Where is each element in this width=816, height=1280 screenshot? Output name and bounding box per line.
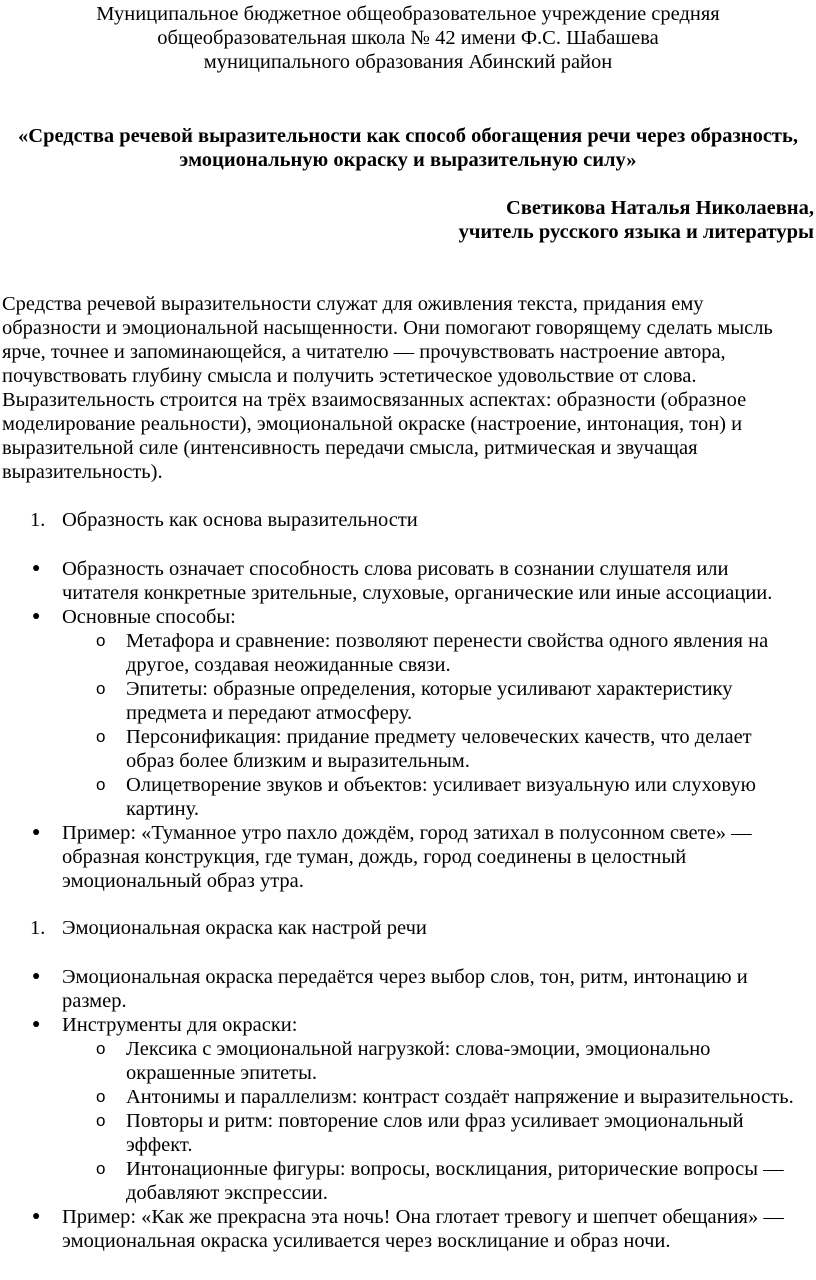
title-line: эмоциональную окраску и выразительную силу»: [179, 149, 637, 171]
list-item-line: эффект.: [126, 1134, 193, 1156]
intro-line: ярче, точнее и запоминающейся, а читателю — прочувствовать настроение автора,: [2, 341, 726, 363]
circle-bullet-icon: o: [96, 1159, 106, 1178]
sub-list-item: [0, 773, 816, 821]
list-item-line: Основные способы:: [62, 606, 236, 628]
list-item-line: Образность означает способность слова рисовать в сознании слушателя или: [62, 558, 729, 580]
list-item-line: Инструменты для окраски:: [62, 1014, 298, 1036]
bullet-icon: ●: [32, 1209, 41, 1224]
list-item-line: эмоциональная окраска усиливается через восклицание и образ ночи.: [62, 1230, 671, 1252]
bullet-icon: ●: [32, 561, 41, 576]
sub-list-item: [0, 725, 816, 773]
intro-line: почувствовать глубину смысла и получить эстетическое удовольствие от слова.: [2, 365, 697, 387]
bullet-icon: ●: [32, 969, 41, 984]
author-block: [459, 196, 814, 244]
circle-bullet-icon: o: [96, 1039, 106, 1058]
sub-list-item: [0, 1109, 816, 1157]
list-item-line: эмоциональный образ утра.: [62, 870, 304, 892]
sub-list-item: [0, 1157, 816, 1205]
author-position: учитель русского языка и литературы: [458, 221, 814, 243]
list-item: [0, 1013, 816, 1037]
circle-bullet-icon: o: [96, 727, 106, 746]
list-item-line: Эмоциональная окраска передаётся через выбор слов, тон, ритм, интонацию и: [62, 966, 748, 988]
list-item-line: образная конструкция, где туман, дождь, город соединены в целостный: [62, 846, 687, 868]
list-item-line: Пример: «Как же прекрасна эта ночь! Она глотает тревогу и шепчет обещания» —: [62, 1206, 784, 1228]
list-item-line: добавляют экспрессии.: [126, 1182, 328, 1204]
intro-line: выразительность).: [2, 461, 163, 483]
list-item: [0, 965, 816, 1013]
list-item-line: окрашенные эпитеты.: [126, 1062, 318, 1084]
circle-bullet-icon: o: [96, 1111, 106, 1130]
section-title: Образность как основа выразительности: [62, 509, 418, 531]
section-number: 1.: [30, 917, 46, 939]
sub-list-item: [0, 1037, 816, 1085]
list-item-line: размер.: [62, 990, 127, 1012]
header-line: Муниципальное бюджетное общеобразовательное учреждение средняя: [96, 3, 720, 25]
list-item-line: другое, создавая неожиданные связи.: [126, 654, 451, 676]
header-line: муниципального образования Абинский район: [203, 51, 613, 73]
header-line: общеобразовательная школа № 42 имени Ф.С. Шабашева: [157, 27, 659, 49]
circle-bullet-icon: o: [96, 631, 106, 650]
bullet-icon: ●: [32, 825, 41, 840]
sub-list-item: [0, 1085, 816, 1109]
section-list: [0, 557, 816, 893]
list-item-line: читателя конкретные зрительные, слуховые, органические или иные ассоциации.: [62, 582, 773, 604]
circle-bullet-icon: o: [96, 1087, 106, 1106]
circle-bullet-icon: o: [96, 679, 106, 698]
intro-line: Средства речевой выразительности служат для оживления текста, придания ему: [2, 293, 704, 315]
section-list: [0, 965, 816, 1253]
list-item: [0, 821, 816, 893]
intro-line: выразительной силе (интенсивность передачи смысла, ритмическая и звучащая: [2, 437, 698, 459]
section-title: Эмоциональная окраска как настрой речи: [62, 917, 427, 939]
list-item-line: картину.: [126, 798, 199, 820]
list-item-line: Персонификация: придание предмету человеческих качеств, что делает: [126, 726, 752, 748]
circle-bullet-icon: o: [96, 775, 106, 794]
sub-list-item: [0, 629, 816, 677]
section-number: 1.: [30, 509, 46, 531]
list-item: [0, 605, 816, 629]
intro-line: моделирование реальности), эмоциональной окраске (настроение, интонация, тон) и: [2, 413, 743, 435]
list-item: [0, 1205, 816, 1253]
list-item-line: Лексика с эмоциональной нагрузкой: слова-эмоции, эмоционально: [126, 1038, 711, 1060]
list-item-line: Олицетворение звуков и объектов: усиливает визуальную или слуховую: [126, 774, 756, 796]
school-header: [0, 2, 816, 74]
list-item-line: Пример: «Туманное утро пахло дождём, город затихал в полусонном свете» —: [62, 822, 752, 844]
list-item: [0, 557, 816, 605]
bullet-icon: ●: [32, 1017, 41, 1032]
list-item-line: образ более близким и выразительным.: [126, 750, 470, 772]
list-item-line: предмета и передают атмосферу.: [126, 702, 413, 724]
intro-paragraph: [2, 292, 814, 484]
list-item-line: Повторы и ритм: повторение слов или фраз усиливает эмоциональный: [126, 1110, 744, 1132]
intro-line: Выразительность строится на трёх взаимосвязанных аспектах: образности (образное: [2, 389, 747, 411]
sub-list-item: [0, 677, 816, 725]
author-name: Светикова Наталья Николаевна,: [506, 197, 814, 219]
list-item-line: Антонимы и параллелизм: контраст создаёт напряжение и выразительность.: [126, 1086, 794, 1108]
intro-line: образности и эмоциональной насыщенности. Они помогают говорящему сделать мысль: [2, 317, 773, 339]
list-item-line: Метафора и сравнение: позволяют перенести свойства одного явления на: [126, 630, 769, 652]
bullet-icon: ●: [32, 609, 41, 624]
document-title: [0, 124, 816, 172]
title-line: «Средства речевой выразительности как способ обогащения речи через образность,: [18, 125, 798, 147]
list-item-line: Интонационные фигуры: вопросы, восклицания, риторические вопросы —: [126, 1158, 784, 1180]
list-item-line: Эпитеты: образные определения, которые усиливают характеристику: [126, 678, 733, 700]
